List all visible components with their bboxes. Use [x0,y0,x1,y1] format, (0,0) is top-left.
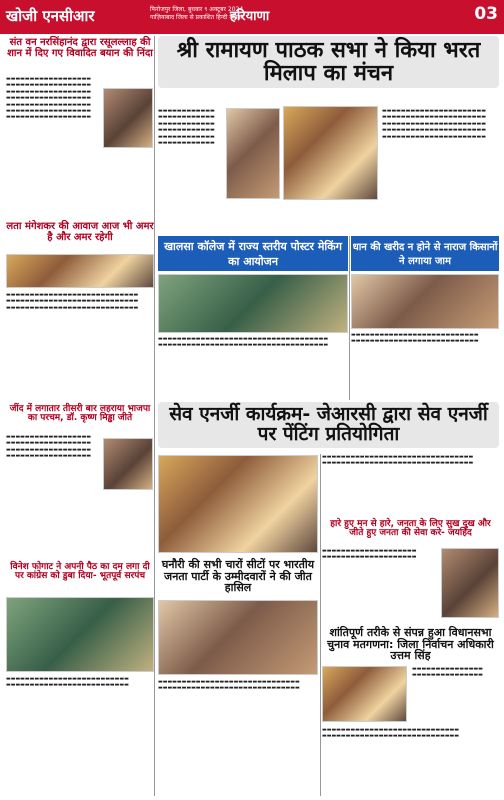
news-photo [283,106,378,200]
news-photo [351,274,499,329]
story-text: ▬▬▬▬▬▬▬▬▬▬▬▬▬▬▬▬▬▬ ▬▬▬▬▬▬▬▬▬▬▬▬▬▬▬▬▬▬ ▬▬▬▬▬▬▬▬▬▬▬▬▬▬▬▬▬▬ ▬▬▬▬▬▬▬▬▬▬▬▬▬▬▬▬▬▬ [6,434,92,460]
column-rule [154,36,155,796]
story-text: ▬▬▬▬▬▬▬▬▬▬▬▬▬▬▬▬▬▬▬▬ ▬▬▬▬▬▬▬▬▬▬▬▬▬▬▬▬▬▬▬▬ [322,548,417,561]
story-headline: श्री रामायण पाठक सभा ने किया भरत मिलाप का मंचन [158,36,499,88]
news-photo [158,455,318,553]
story-text: ▬▬▬▬▬▬▬▬▬▬▬▬▬▬▬▬▬▬▬▬▬▬▬▬▬▬▬▬▬▬ ▬▬▬▬▬▬▬▬▬▬▬▬▬▬▬▬▬▬▬▬▬▬▬▬▬▬▬▬▬▬ [158,679,300,692]
story-headline: हारे हुए मन से हारे, जनता के लिए सुख दुख और जीते हुए जनता की सेवा करे- जयहिंद [330,519,491,539]
column-rule [320,454,321,796]
story-text: ▬▬▬▬▬▬▬▬▬▬▬▬▬▬▬▬▬▬ ▬▬▬▬▬▬▬▬▬▬▬▬▬▬▬▬▬▬ ▬▬▬▬▬▬▬▬▬▬▬▬▬▬▬▬▬▬ ▬▬▬▬▬▬▬▬▬▬▬▬▬▬▬▬▬▬ ▬▬▬▬▬▬▬▬▬▬▬▬▬▬▬▬▬▬ ▬▬▬▬▬▬▬▬▬▬▬▬▬▬▬▬▬▬ ▬▬▬▬▬▬▬▬▬▬▬▬▬▬▬▬▬▬ [6,76,92,121]
news-photo [226,108,280,199]
story-text: ▬▬▬▬▬▬▬▬▬▬▬▬▬▬▬▬▬▬▬▬▬▬ ▬▬▬▬▬▬▬▬▬▬▬▬▬▬▬▬▬▬▬▬▬▬ ▬▬▬▬▬▬▬▬▬▬▬▬▬▬▬▬▬▬▬▬▬▬ ▬▬▬▬▬▬▬▬▬▬▬▬▬▬▬▬▬▬▬▬▬▬ ▬▬▬▬▬▬▬▬▬▬▬▬▬▬▬▬▬▬▬▬▬▬ [382,108,486,140]
story-text: ▬▬▬▬▬▬▬▬▬▬▬▬ ▬▬▬▬▬▬▬▬▬▬▬▬ ▬▬▬▬▬▬▬▬▬▬▬▬ ▬▬▬▬▬▬▬▬▬▬▬▬ ▬▬▬▬▬▬▬▬▬▬▬▬ ▬▬▬▬▬▬▬▬▬▬▬▬ [158,108,215,147]
story-text: ▬▬▬▬▬▬▬▬▬▬▬▬▬▬▬▬▬▬▬▬▬▬▬▬▬▬▬▬▬▬▬▬ ▬▬▬▬▬▬▬▬▬▬▬▬▬▬▬▬▬▬▬▬▬▬▬▬▬▬▬▬▬▬▬▬ [322,454,474,467]
story-headline: धान की खरीद न होने से नाराज किसानों ने लगाया जाम [351,236,499,271]
story-text: ▬▬▬▬▬▬▬▬▬▬▬▬▬▬▬▬▬▬▬▬▬▬▬▬▬▬▬▬▬ ▬▬▬▬▬▬▬▬▬▬▬▬▬▬▬▬▬▬▬▬▬▬▬▬▬▬▬▬▬ [322,727,459,740]
newspaper-logo: खोजी एनसीआर [6,7,95,25]
story-text: ▬▬▬▬▬▬▬▬▬▬▬▬▬▬▬▬▬▬▬▬▬▬▬▬▬▬ ▬▬▬▬▬▬▬▬▬▬▬▬▬▬▬▬▬▬▬▬▬▬▬▬▬▬ [6,676,129,689]
news-photo [158,600,318,675]
story-headline: सेव एनर्जी कार्यक्रम- जेआरसी द्वारा सेव एनर्जी पर पेंटिंग प्रतियोगिता [158,402,499,448]
news-photo [103,88,153,148]
edition-date: फिरोजपुर जिला, बुधवार ९ अक्टूबर 2024 [150,6,244,13]
story-headline: खालसा कॉलेज में राज्य स्तरीय पोस्टर मेकिंग का आयोजन [158,236,348,271]
news-photo [103,438,153,490]
news-photo [6,254,154,288]
column-rule [349,236,350,400]
story-headline: विनेश फोगाट ने अपनी पैठ का दम लगा दी पर कांग्रेस को डुबा दिया- भूतपूर्व सरपंच [10,562,150,582]
news-photo [6,597,154,672]
news-photo [158,274,348,333]
story-headline: लता मंगेशकर की आवाज आज भी अमर है और अमर रहेगी [6,221,154,243]
news-photo [322,666,407,722]
story-text: ▬▬▬▬▬▬▬▬▬▬▬▬▬▬▬▬▬▬▬▬▬▬▬▬▬▬▬▬ ▬▬▬▬▬▬▬▬▬▬▬▬▬▬▬▬▬▬▬▬▬▬▬▬▬▬▬▬ ▬▬▬▬▬▬▬▬▬▬▬▬▬▬▬▬▬▬▬▬▬▬▬▬▬▬▬▬ [6,292,139,311]
story-headline: जींद में लगातार तीसरी बार लहराया भाजपा का परचम, डॉ. कृष्ण मिड्ढा जीते [9,404,151,424]
story-headline: घनौरी की सभी चारों सीटों पर भारतीय जनता पार्टी के उम्मीदवारों ने की जीत हासिल [161,558,315,595]
edition-note: गाज़ियाबाद जिला से प्रकाशित हिन्दी दैनिक [150,14,243,21]
story-text: ▬▬▬▬▬▬▬▬▬▬▬▬▬▬▬▬▬▬▬▬▬▬▬▬▬▬▬ ▬▬▬▬▬▬▬▬▬▬▬▬▬▬▬▬▬▬▬▬▬▬▬▬▬▬▬ [351,332,479,345]
story-text: ▬▬▬▬▬▬▬▬▬▬▬▬▬▬▬▬▬▬▬▬▬▬▬▬▬▬▬▬▬▬▬▬▬▬▬▬ ▬▬▬▬▬▬▬▬▬▬▬▬▬▬▬▬▬▬▬▬▬▬▬▬▬▬▬▬▬▬▬▬▬▬▬▬ [158,336,329,349]
story-text: ▬▬▬▬▬▬▬▬▬▬▬▬▬▬▬ ▬▬▬▬▬▬▬▬▬▬▬▬▬▬▬ [412,666,483,679]
masthead [0,0,504,34]
news-photo [441,548,499,618]
section-name: हरियाणा [230,9,270,24]
story-headline: शांतिपूर्ण तरीके से संपन्न हुआ विधानसभा चुनाव मतगणना: जिला निर्वाचन अधिकारी उत्तम सिंह [327,626,494,663]
story-headline: संत वन नरसिंहानंद द्वारा रसूलल्लाह की शान में दिए गए विवादित बयान की निंदा [7,37,153,59]
page-number: 03 [474,4,498,24]
